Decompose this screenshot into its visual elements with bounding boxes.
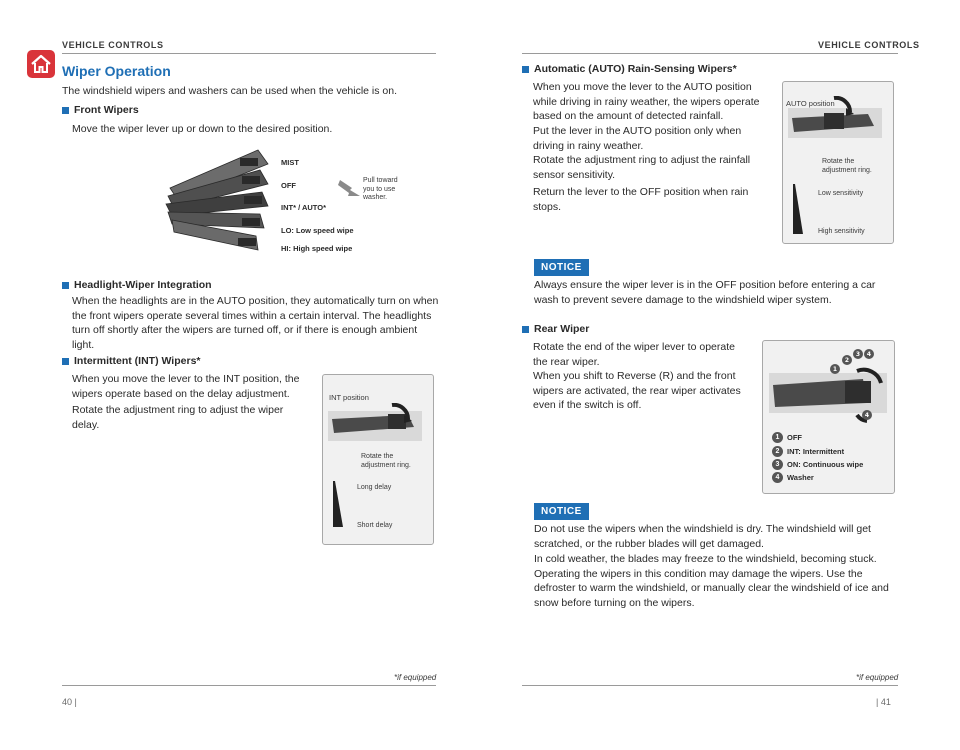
page-number-right: | 41 <box>876 697 891 707</box>
page-number-left: 40 | <box>62 697 77 707</box>
headlight-wiper-heading: Headlight-Wiper Integration <box>62 279 212 291</box>
home-icon[interactable] <box>27 50 55 78</box>
notice-text-2b: In cold weather, the blades may freeze to the windshield, becoming stuck. Operating the wipers in this condition may damage the wipers. Use the defroster to warm the windshield, or manually clear the windshield of ice and snow before turning on the wipers. <box>534 553 889 609</box>
auto-rotate-label: Rotate the adjustment ring. <box>822 158 872 174</box>
bullet-square-icon <box>62 282 69 289</box>
int-position-label: INT position <box>329 393 369 402</box>
pull-arrow-icon <box>338 176 362 200</box>
bullet-square-icon <box>62 107 69 114</box>
low-sensitivity-label: Low sensitivity <box>818 190 864 197</box>
auto-text-4: Return the lever to the OFF position when rain stops. <box>533 186 749 213</box>
intro-text: The windshield wipers and washers can be used when the vehicle is on. <box>62 85 398 97</box>
svg-text:4: 4 <box>864 412 870 419</box>
notice-badge-2: NOTICE <box>534 503 589 520</box>
rear-figure-panel <box>762 340 895 494</box>
rear-lever-illustration <box>767 345 891 427</box>
notice-text-1: Always ensure the wiper lever is in the OFF position before entering a car wash to prevent severe damage to the windshield wiper system. <box>534 279 876 306</box>
intermittent-text-1: When you move the lever to the INT position, the wipers operate based on the delay adjustment. <box>72 373 300 400</box>
page-title: Wiper Operation <box>62 63 171 79</box>
bullet-square-icon <box>62 358 69 365</box>
fig-label-hi: HI: High speed wipe <box>281 244 353 253</box>
rear-legend-int: 2 INT: Intermittent <box>772 446 844 457</box>
wiper-lever-fan-illustration <box>160 140 280 258</box>
delay-wedge-icon <box>331 479 345 529</box>
header-rule-left <box>62 53 436 54</box>
running-head-right: VEHICLE CONTROLS <box>818 40 920 50</box>
svg-text:4: 4 <box>866 351 872 358</box>
rear-text-2: When you shift to Reverse (R) and the front wipers are activated, the rear wiper activates even if the switch is off. <box>533 370 741 411</box>
front-wipers-text: Move the wiper lever up or down to the desired position. <box>72 123 333 135</box>
auto-text-2: Put the lever in the AUTO position only when driving in rainy weather. <box>533 125 742 152</box>
bullet-square-icon <box>522 326 529 333</box>
svg-text:2: 2 <box>844 357 850 364</box>
svg-text:3: 3 <box>855 351 861 358</box>
auto-position-label: AUTO position <box>786 99 835 108</box>
notice-text-2a: Do not use the wipers when the windshield is dry. The windshield will get scratched, or the rubber blades will get damaged. <box>534 523 871 550</box>
footnote-right: *if equipped <box>856 673 899 682</box>
footer-rule-left <box>62 685 436 686</box>
auto-wipers-heading: Automatic (AUTO) Rain-Sensing Wipers* <box>522 63 737 75</box>
high-sensitivity-label: High sensitivity <box>818 228 865 235</box>
long-delay-label: Long delay <box>357 484 392 491</box>
fig-label-lo: LO: Low speed wipe <box>281 226 354 235</box>
rear-legend-washer: 4 Washer <box>772 472 814 483</box>
footer-rule-right <box>522 685 898 686</box>
front-wipers-heading: Front Wipers <box>62 104 139 116</box>
footnote-left: *if equipped <box>394 673 437 682</box>
int-lever-illustration <box>328 403 426 443</box>
rear-legend-off: 1 OFF <box>772 432 802 443</box>
fig-label-mist: MIST <box>281 158 299 167</box>
header-rule-right <box>522 53 898 54</box>
intermittent-text-2: Rotate the adjustment ring to adjust the wiper delay. <box>72 404 284 431</box>
running-head-left: VEHICLE CONTROLS <box>62 40 164 50</box>
fig-label-off: OFF <box>281 181 296 190</box>
headlight-wiper-text: When the headlights are in the AUTO position, they automatically turn on when the front wipers operate several times within a certain interval. The headlights turn off shortly after the wipers are turned off, or if there is enough ambient light. <box>72 295 439 351</box>
svg-text:1: 1 <box>832 366 838 373</box>
rear-legend-on: 3 ON: Continuous wipe <box>772 459 863 470</box>
rear-wiper-heading: Rear Wiper <box>522 323 589 335</box>
sensitivity-wedge-icon <box>791 182 805 236</box>
int-rotate-label: Rotate the adjustment ring. <box>361 453 411 469</box>
notice-badge-1: NOTICE <box>534 259 589 276</box>
pull-washer-label: Pull toward you to use washer. <box>363 177 398 201</box>
intermittent-heading: Intermittent (INT) Wipers* <box>62 355 201 367</box>
rear-text-1: Rotate the end of the wiper lever to operate the rear wiper. <box>533 341 735 368</box>
fig-label-int-auto: INT* / AUTO* <box>281 203 327 212</box>
short-delay-label: Short delay <box>357 522 393 529</box>
auto-text-1: When you move the lever to the AUTO position while driving in rainy weather, the wipers operate based on the amount of detected rainfall. <box>533 81 760 122</box>
bullet-square-icon <box>522 66 529 73</box>
auto-text-3: Rotate the adjustment ring to adjust the rainfall sensor sensitivity. <box>533 154 751 181</box>
